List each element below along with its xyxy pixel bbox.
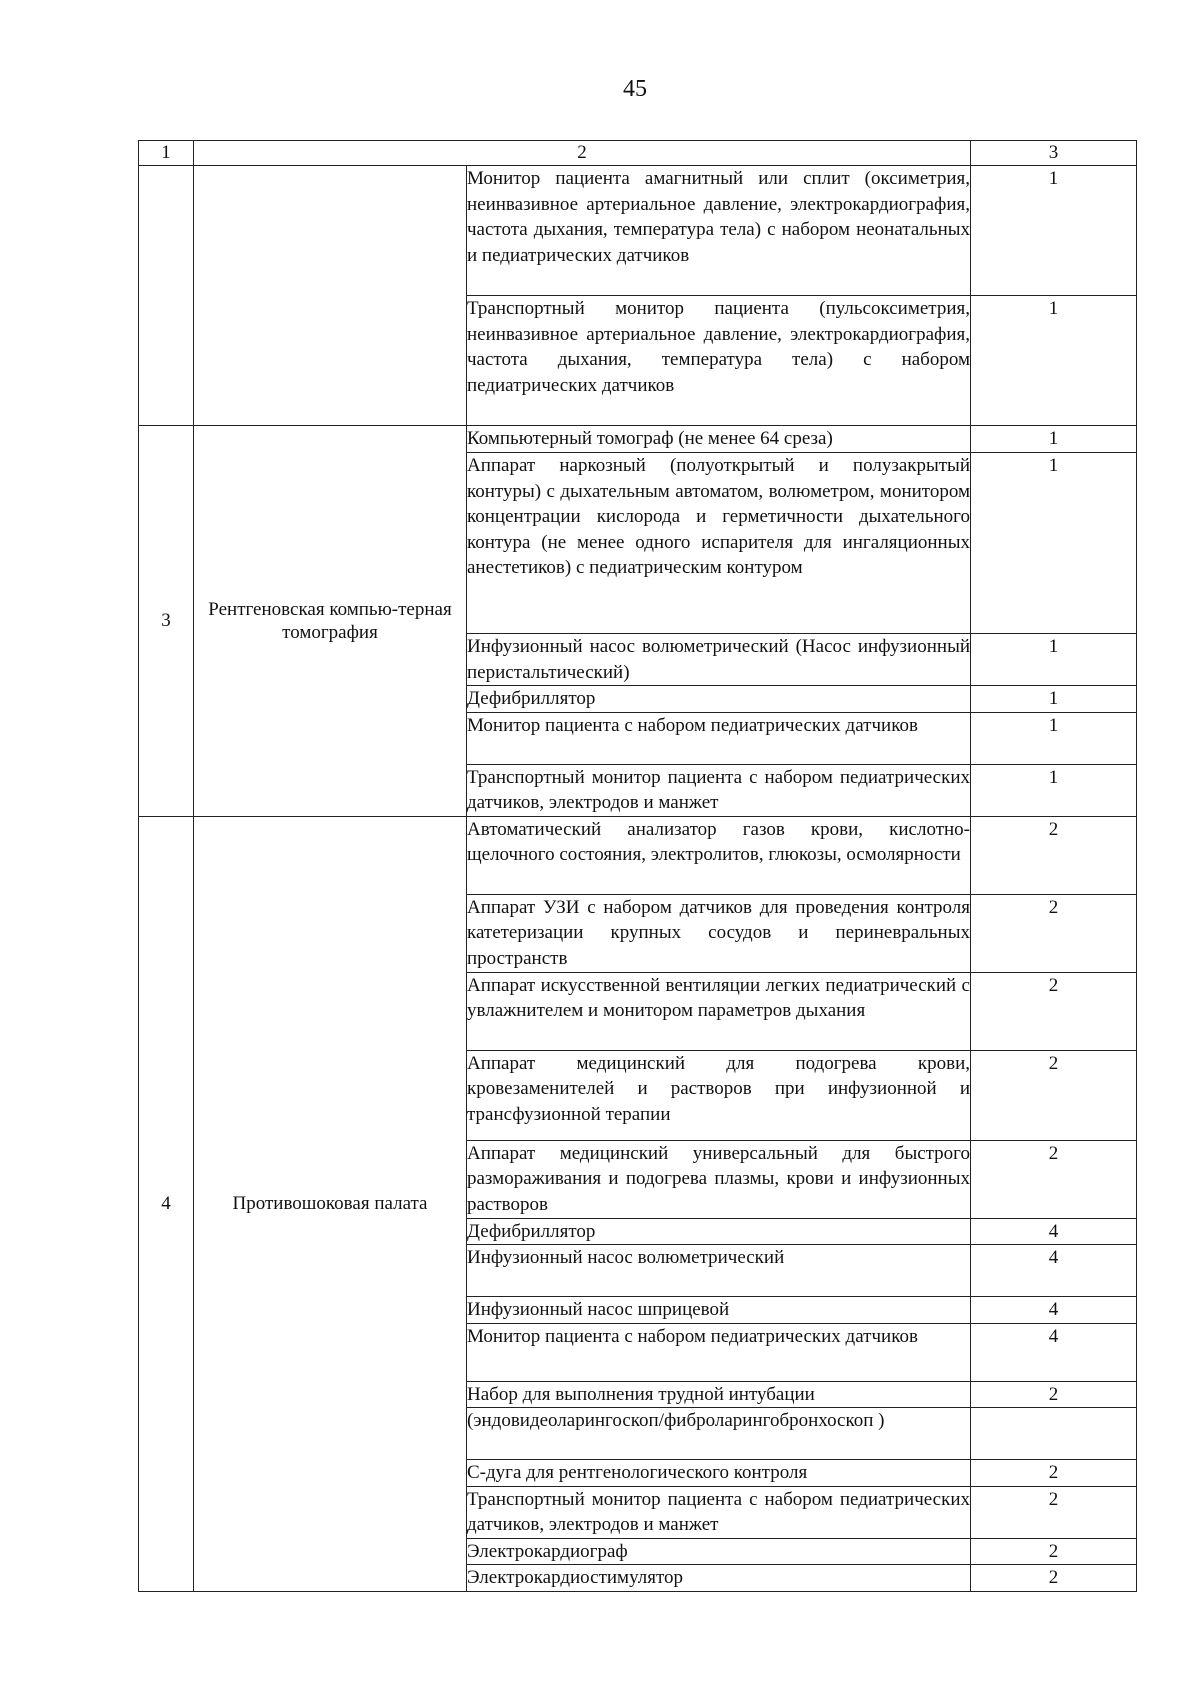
item-name: (эндовидеоларингоскоп/фиброларингобронхоскоп )	[467, 1408, 971, 1460]
item-name: Аппарат УЗИ с набором датчиков для проведения контроля катетеризации крупных сосудов и периневральных пространств	[467, 894, 971, 972]
item-qty: 1	[971, 686, 1137, 713]
item-name: Аппарат наркозный (полуоткрытый и полузакрытый контуры) с дыхательным автоматом, волюметром, монитором концентрации кислорода и герметичности дыхательного контура (не менее одного испарителя для ингаляционных анестетиков) с педиатрическим контуром	[467, 453, 971, 634]
group-c-number: 4	[139, 816, 194, 1591]
group-b-number: 3	[139, 426, 194, 817]
item-qty: 1	[971, 426, 1137, 453]
item-qty: 2	[971, 1460, 1137, 1487]
item-name: Монитор пациента амагнитный или сплит (оксиметрия, неинвазивное артериальное давление, электрокардиография, частота дыхания, температура тела) с набором неонатальных и педиатрических датчиков	[467, 166, 971, 296]
item-qty: 1	[971, 634, 1137, 686]
group-b-section-name: Рентгеновская компью-терная томография	[194, 426, 467, 817]
item-name: Транспортный монитор пациента (пульсоксиметрия, неинвазивное артериальное давление, электрокардиография, частота дыхания, температура тела) с набором педиатрических датчиков	[467, 296, 971, 426]
page-number: 45	[623, 76, 647, 102]
item-qty: 4	[971, 1297, 1137, 1324]
group-a-section-cell	[194, 166, 467, 426]
item-name: Набор для выполнения трудной интубации	[467, 1381, 971, 1408]
item-name: Инфузионный насос волюметрический (Насос инфузионный перистальтический)	[467, 634, 971, 686]
header-col-1: 1	[139, 141, 194, 166]
group-c-section-name: Противошоковая палата	[194, 816, 467, 1591]
item-qty	[971, 1408, 1137, 1460]
item-name: Аппарат медицинский для подогрева крови, кровезаменителей и растворов при инфузионной и трансфузионной терапии	[467, 1050, 971, 1140]
item-qty: 1	[971, 712, 1137, 764]
table-row	[139, 166, 1137, 296]
group-a-number-cell	[139, 166, 194, 426]
header-col-3: 3	[971, 141, 1137, 166]
item-qty: 2	[971, 1140, 1137, 1218]
item-qty: 4	[971, 1245, 1137, 1297]
item-name: С-дуга для рентгенологического контроля	[467, 1460, 971, 1487]
item-name: Дефибриллятор	[467, 686, 971, 713]
item-qty: 2	[971, 1565, 1137, 1592]
item-qty: 2	[971, 972, 1137, 1050]
header-col-2: 2	[194, 141, 971, 166]
equipment-table	[138, 140, 1137, 1592]
item-name: Транспортный монитор пациента с набором педиатрических датчиков, электродов и манжет	[467, 1486, 971, 1538]
item-name: Аппарат медицинский универсальный для быстрого размораживания и подогрева плазмы, крови и инфузионных растворов	[467, 1140, 971, 1218]
item-name: Аппарат искусственной вентиляции легких педиатрический с увлажнителем и монитором параметров дыхания	[467, 972, 971, 1050]
item-name: Монитор пациента с набором педиатрических датчиков	[467, 712, 971, 764]
item-name: Компьютерный томограф (не менее 64 среза)	[467, 426, 971, 453]
item-name: Автоматический анализатор газов крови, кислотно-щелочного состояния, электролитов, глюкозы, осмолярности	[467, 816, 971, 894]
item-qty: 4	[971, 1323, 1137, 1381]
item-name: Электрокардиостимулятор	[467, 1565, 971, 1592]
item-qty: 2	[971, 894, 1137, 972]
item-name: Дефибриллятор	[467, 1218, 971, 1245]
item-qty: 1	[971, 764, 1137, 816]
item-name: Инфузионный насос волюметрический	[467, 1245, 971, 1297]
item-name: Электрокардиограф	[467, 1538, 971, 1565]
item-qty: 1	[971, 453, 1137, 634]
table-row	[139, 426, 1137, 453]
item-qty: 2	[971, 1486, 1137, 1538]
item-qty: 1	[971, 166, 1137, 296]
table-row	[139, 816, 1137, 894]
item-name: Монитор пациента с набором педиатрических датчиков	[467, 1323, 971, 1381]
table-header-row	[139, 141, 1137, 166]
item-name: Транспортный монитор пациента с набором педиатрических датчиков, электродов и манжет	[467, 764, 971, 816]
item-name: Инфузионный насос шприцевой	[467, 1297, 971, 1324]
item-qty: 4	[971, 1218, 1137, 1245]
item-qty: 1	[971, 296, 1137, 426]
item-qty: 2	[971, 1381, 1137, 1408]
item-qty: 2	[971, 1050, 1137, 1140]
item-qty: 2	[971, 1538, 1137, 1565]
item-qty: 2	[971, 816, 1137, 894]
